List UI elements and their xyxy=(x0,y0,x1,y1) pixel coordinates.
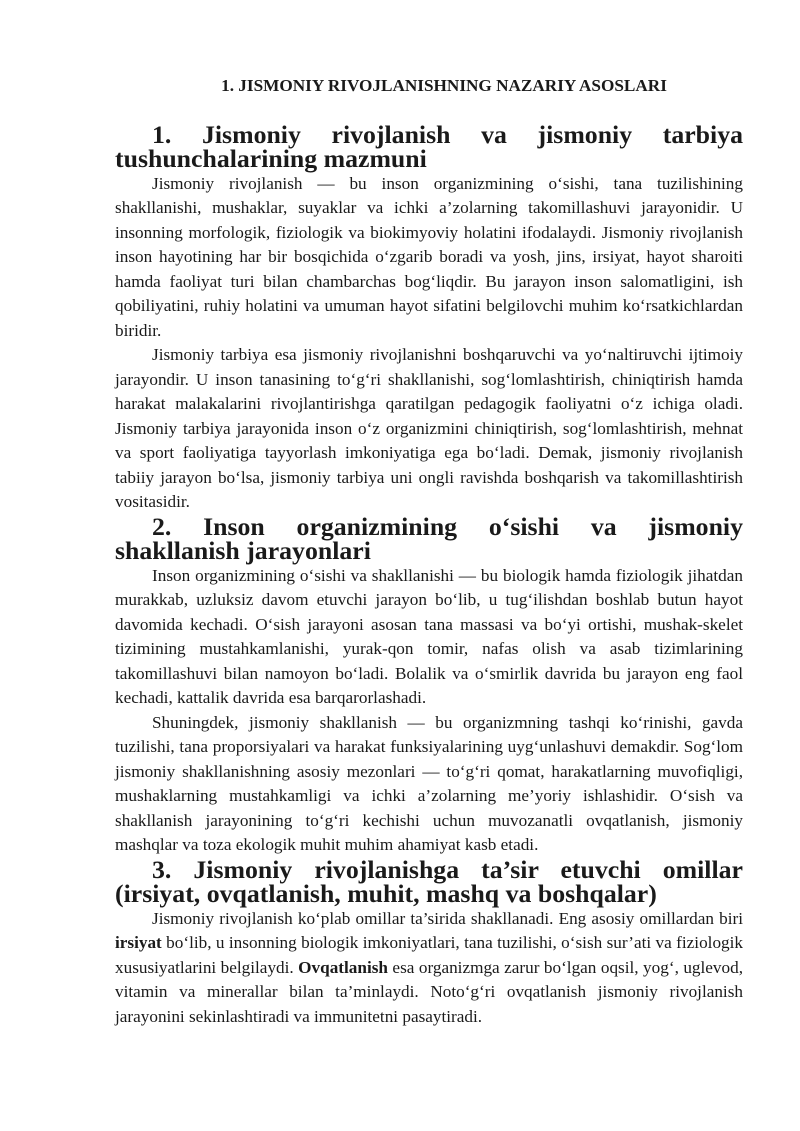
paragraph: Jismoniy rivojlanish — bu inson organizmining o‘sishi, tana tuzilishining shakllanishi, mushaklar, suyaklar va ichki a’zolarning takomillashuvi jarayonidir. U insonning morfologik, fiziologik va biokimyoviy holatini ifodalaydi. Jismoniy rivojlanish inson hayotining har bir bosqichida o‘zgarib boradi va yosh, jins, irsiyat, hayot sharoiti hamda faoliyat turi bilan chambarchas bog‘liqdir. Bu jarayon inson salomatligini, ish qobiliyatini, ruhiy holatini va umuman hayot sifatini belgilovchi muhim ko‘rsatkichlardan biridir. xyxy=(115,173,743,340)
section-heading-3: 3. Jismoniy rivojlanishga ta’sir etuvchi omillar (irsiyat, ovqatlanish, muhit, mashq va boshqalar) xyxy=(115,854,743,908)
document-title: 1. JISMONIY RIVOJLANISHNING NAZARIY ASOSLARI xyxy=(221,76,667,95)
paragraph-text: bo‘lib, u insonning biologik imkoniyatlari, tana tuzilishi, o‘sish sur’ati va fiziologik xususiyatlarini belgilaydi. xyxy=(115,933,743,977)
bold-term-irsiyat: irsiyat xyxy=(115,933,162,952)
paragraph: Inson organizmining o‘sishi va shakllanishi — bu biologik hamda fiziologik jihatdan murakkab, uzluksiz davom etuvchi jarayon bo‘lib, u tug‘ilishdan boshlab butun hayot davomida kechadi. O‘sish jarayoni asosan tana massasi va bo‘yi ortishi, mushak-skelet tizimining mustahkamlanishi, yurak-qon tomir, nafas olish va asab tizimlarining takomillashuvi bilan namoyon bo‘ladi. Bolalik va o‘smirlik davrida bu jarayon eng faol kechadi, kattalik davrida esa barqarorlashadi. xyxy=(115,565,743,707)
document-page xyxy=(115,74,743,1029)
section-heading-1: 1. Jismoniy rivojlanish va jismoniy tarbiya tushunchalarining mazmuni xyxy=(115,119,743,173)
paragraph: Jismoniy tarbiya esa jismoniy rivojlanishni boshqaruvchi va yo‘naltiruvchi ijtimoiy jarayondir. U inson tanasining to‘g‘ri shakllanishi, sog‘lomlashtirish, chiniqtirish hamda harakat malakalarini rivojlantirishga qaratilgan pedagogik faoliyatni o‘z ichiga oladi. Jismoniy tarbiya jarayonida inson o‘z organizmini chiniqtirish, sog‘lomlashtirish, mehnat va sport faoliyatiga tayyorlash imkoniyatiga ega bo‘ladi. Demak, jismoniy rivojlanish tabiiy jarayon bo‘lsa, jismoniy tarbiya uni ongli ravishda boshqarish va takomillashtirish vositasidir. xyxy=(115,345,743,511)
paragraph xyxy=(115,907,743,1030)
paragraph-text: esa organizmga zarur bo‘lgan oqsil, yog‘, uglevod, vitamin va minerallar bilan ta’minlaydi. Noto‘g‘ri ovqatlanish jismoniy rivojlanish jarayonini sekinlashtiradi va immunitetni pasaytiradi. xyxy=(115,957,743,1026)
paragraph: Shuningdek, jismoniy shakllanish — bu organizmning tashqi ko‘rinishi, gavda tuzilishi, tana proporsiyalari va harakat funksiyalarining uyg‘unlashuvi demakdir. Sog‘lom jismoniy shakllanishning asosiy mezonlari — to‘g‘ri qomat, harakatlarning muvofiqligi, mushaklarning mustahkamligi va ichki a’zolarning me’yoriy ishlashidir. O‘sish va shakllanish jarayonining to‘g‘ri kechishi uchun muvozanatli ovqatlanish, jismoniy mashqlar va toza ekologik muhit muhim ahamiyat kasb etadi. xyxy=(115,712,743,854)
paragraph-text: Jismoniy rivojlanish ko‘plab omillar ta’sirida shakllanadi. Eng asosiy omillardan biri xyxy=(152,908,743,928)
section-heading-2: 2. Inson organizmining o‘sishi va jismoniy shakllanish jarayonlari xyxy=(115,511,743,565)
bold-term-ovqatlanish: Ovqatlanish xyxy=(298,957,388,977)
